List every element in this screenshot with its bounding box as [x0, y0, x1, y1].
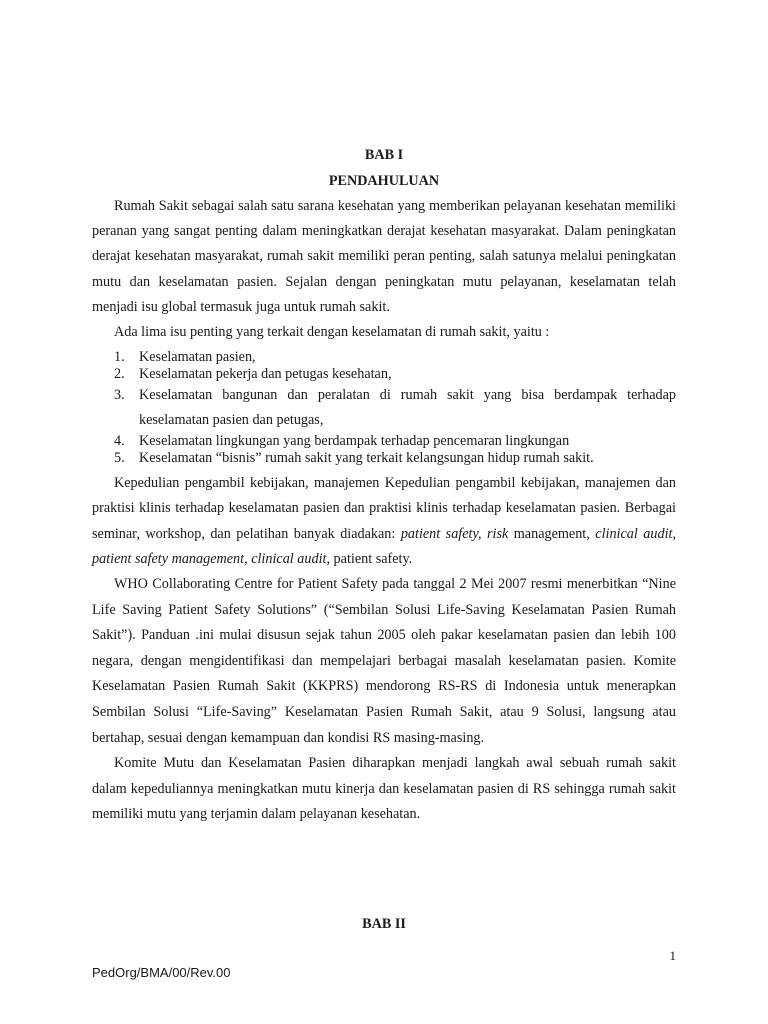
komite-paragraph: Komite Mutu dan Keselamatan Pasien diharapkan menjadi langkah awal sebuah rumah sakit dalam kepeduliannya meningkatkan mutu kinerja dan keselamatan pasien di RS sehingga rumah sakit memiliki mutu yang terjamin dalam pelayanan kesehatan.	[92, 755, 676, 823]
list-item: 5. Keselamatan “bisnis” rumah sakit yang terkait kelangsungan hidup rumah sakit.	[114, 450, 594, 467]
footer-document-code: PedOrg/BMA/00/Rev.00	[92, 965, 231, 980]
page-number: 1	[669, 948, 676, 963]
policy-paragraph: Kepedulian pengambil kebijakan, manajemen Kepedulian pengambil kebijakan, manajemen dan praktisi klinis terhadap keselamatan pasien dan praktisi klinis terhadap keselamatan pasien. Berbagai seminar, workshop, dan pelatihan banyak diadakan: patient safety, risk management, clinical audit, patient safety management, clinical audit, patient safety.	[92, 475, 676, 567]
list-item: 4. Keselamatan lingkungan yang berdampak terhadap pencemaran lingkungan	[114, 433, 570, 450]
list-item: 3. Keselamatan bangunan dan peralatan di rumah sakit yang bisa berdampak terhadap keselamatan pasien dan petugas,	[114, 387, 676, 429]
intro-paragraph: Rumah Sakit sebagai salah satu sarana kesehatan yang memberikan pelayanan kesehatan memiliki peranan yang sangat penting dalam meningkatkan derajat kesehatan masyarakat. Dalam peningkatan derajat kesehatan masyarakat, rumah sakit memiliki peran penting, salah satunya melalui peningkatan mutu dan keselamatan pasien. Sejalan dengan peningkatan mutu pelayanan, keselamatan telah menjadi isu global termasuk juga untuk rumah sakit.	[92, 198, 676, 315]
list-item: 2. Keselamatan pekerja dan petugas kesehatan,	[114, 366, 392, 383]
list-item: 1. Keselamatan pasien,	[114, 349, 256, 366]
issues-intro-paragraph: Ada lima isu penting yang terkait dengan keselamatan di rumah sakit, yaitu :	[114, 324, 550, 341]
chapter-number: BAB I	[364, 147, 404, 163]
page-content	[92, 140, 676, 828]
who-paragraph: WHO Collaborating Centre for Patient Safety pada tanggal 2 Mei 2007 resmi menerbitkan “Nine Life Saving Patient Safety Solutions” (“Sembilan Solusi Life-Saving Keselamatan Pasien Rumah Sakit”). Panduan .ini mulai disusun sejak tahun 2005 oleh pakar keselamatan pasien dan lebih 100 negara, dengan mengidentifikasi dan mempelajari berbagai masalah keselamatan pasien. Komite Keselamatan Pasien Rumah Sakit (KKPRS) mendorong RS-RS di Indonesia untuk menerapkan Sembilan Solusi “Life-Saving” Keselamatan Pasien Rumah Sakit, atau 9 Solusi, langsung atau bertahap, sesuai dengan kemampuan dan kondisi RS masing-masing.	[92, 576, 676, 746]
next-chapter-heading: BAB II	[362, 916, 406, 932]
issues-list	[92, 349, 676, 467]
chapter-title: PENDAHULUAN	[328, 173, 440, 189]
